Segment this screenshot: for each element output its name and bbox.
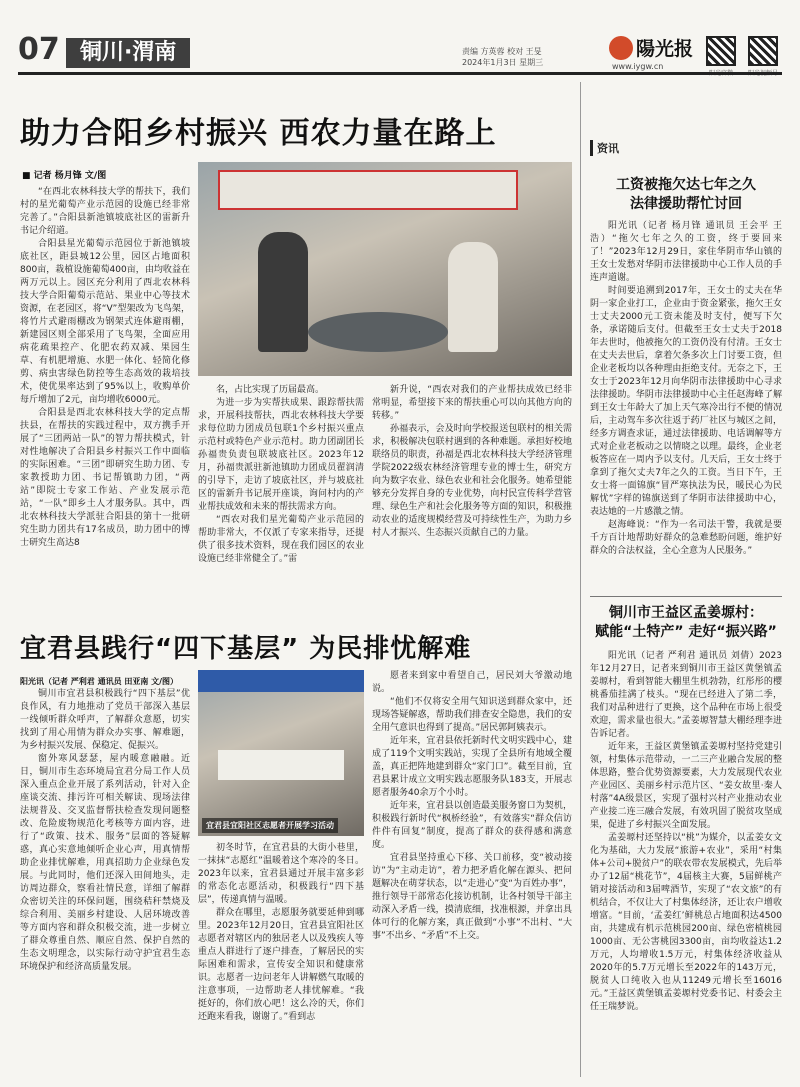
photo-person [258,232,308,352]
paragraph: 近年来，宜君县依托新时代文明实践中心，建成了119个文明实践站，实现了全县所有地域全覆盖，真正把阵地建到群众“家门口”。截至目前，宜君县累计成立文明实践志愿服务队183支，开展志愿者服务40余万个小时。 [372,736,572,798]
header-meta [462,46,602,68]
paragraph: 时间要追溯到2017年，王女士的丈夫在华阴一家企业打工，企业由于资金紧张，拖欠王女士丈夫2000元工资未能及时支付，便写下欠条，承诺随后支付。但截至王女士丈夫于2018年去世时，他被拖欠的工资仍没有付清。王女士在丈夫去世后，拿着欠条多次上门讨要工资，但企业老板均以各种理由拒绝支付。无奈之下，王女士于2023年12月向华阴市法律援助中心寻求法律援助。华阴市法律援助中心主任赵海峰了解到王女士年龄大了加上天气寒冷出行不便的情况后，主动驾车多次往返于药厂社区与城区之间，经多方调查求证，通过法律援助、电话调解等方式对企业老板动之以情晓之以理。最终，企业老板答应在一周内予以支付。几天后，王女士终于拿到了拖欠丈夫7年之久的工资。当日下午，王女士将一面锦旗“冒严寒执法为民，暖民心为民解忧”字样的锦旗送到了华阴市法律援助中心，表达她的一片感激之情。 [590,286,782,517]
photo-table [308,312,448,352]
photo-caption: 宜君县宜阳社区志愿者开展学习活动 [202,818,338,833]
header-rule [18,72,782,75]
paragraph: 名，占比实现了历届最高。 [216,385,325,395]
article2-headline: 宜君县践行“四下基层” 为民排忧解难 [20,634,472,664]
photo-sign [218,170,518,210]
newspaper-logo: 陽光报 [636,38,694,60]
paragraph: 孙福表示，会及时向学校报送包联村的相关需求，积极解决包联村遇到的各种难题。承担好校地联络员的职责，孙福是西北农林科技大学经济管理学院2022级农林经济管理专业的博士生，研究方向为数字农业、绿色农业和社会化服务。她希望能够充分发挥自身的专业优势，向村民宣传科学营管理、绿色生产和社会化服务等方面的知识，积极推动农业的适度规模经营及可持续性生产，为助力乡村人才振兴、生态振兴贡献自己的力量。 [372,424,572,538]
paragraph: 合阳县星光葡萄示范园位于新池镇坡底社区，距县城12公里，园区占地面积800亩，栽植设施葡萄400亩，由均收益在两万元以上。园区充分利用了西北农林科技大学合阳葡萄示范站、果业中心等技术资源，在老园区，将“V”型架改为飞鸟架，将竹片式避雨棚改为钢架式连体避雨棚，新建园区则全部采用了飞鸟架，全面应用病花疏果控产、化肥农药双减、果园生草、有机肥增施、水肥一体化、轻简化修剪、病虫害绿色防控等生态高效的栽培技术，使优果率达到了95%以上，收购单价每斤增加了2元，亩均增收6000元。 [20,239,190,405]
paragraph: 近年来，王益区黄堡镇孟姜塬村坚持党建引领，村集体示范带动，一二三产业融合发展的整体思路，整合优势资源要素，大力发展现代农业产业园区、美丽乡村示范片区、“姜女故里·秦人村落”4A级景区，实现了强村兴村产业推动农业产业接二连三融合发展，有效巩固了脱贫攻坚成果，促进了乡村振兴全面发展。 [590,742,782,830]
article2-photo [198,670,364,836]
article2-byline: 阳光讯（记者 严利君 通讯员 田亚南 文/图） [20,677,179,686]
sidebar-story1-title [590,176,782,214]
paragraph: 合阳县是西北农林科技大学的定点帮扶县，在帮扶的实践过程中，双方携手开展了“三团两站一队”的智力帮扶模式，针对性地解决了合阳县乡村振兴工作中面临的实际困难。“三团”即研究生助力团、专家教授助力团、书记帮镇助力团，“两站”即院士专家工作站、产业发展示范站，“一队”即乡土人才服务队。其中，西北农林科技大学派驻合阳县的第十一批研究生助力团共有17名成员，助力团中的博士研究生高达8 [20,408,190,548]
paragraph: 铜川市宜君县积极践行“四下基层”优良作风，有力地推动了党员干部深入基层一线倾听群众呼声，了解群众意愿，切实找到了用心用情为群众办实事、解难题，为乡村振兴发展、保稳定、促振兴。 [20,689,190,751]
article2-column-3 [372,670,572,1076]
sidebar-story2-body [590,650,782,1076]
sun-logo-icon [609,36,633,60]
article2-column-1 [20,676,190,1076]
photo-banner [198,670,364,692]
photo-table [218,750,344,780]
paragraph: 宜君县坚持重心下移、关口前移，变“被动接访”为“主动走访”，着力把矛盾化解在源头、把问题解决在萌芽状态，以“走进心”变“为百姓办事”，推行领导干部常态化接访机制，让各村领导干部主动深入矛盾一线，摸清底细，找准根源，并拿出具体可行的化解方案，真正做到“小事”不出村、“大事”不出乡、“矛盾”不上交。 [372,853,572,941]
paragraph: 为进一步为实帮扶成果、跟踪帮扶需求，开展科技帮扶，西北农林科技大学要求每位助力团成员包联1个乡村振兴重点示范村或特色产业示范村。助力团副团长孙福贵负责包联坡底社区。2023年12月，孙福贵派驻新池镇助力团成员翟润清的引导下，走访了坡底社区，并与坡底社区的雷新升书记展开座谈，询问村内的产业帮扶成效和未来的帮扶需求方向。 [198,398,364,512]
qr-code-icon [706,36,736,66]
paragraph: 愿者来到家中看望自己，居民刘大爷激动地说。 [372,671,572,694]
editors-line: 责编 方英蓉 校对 王旻 [462,47,542,56]
article1-headline: 助力合阳乡村振兴 西农力量在路上 [20,116,497,151]
newspaper-url[interactable]: www.iygw.cn [612,62,664,71]
paragraph: 初冬时节，在宜君县的大街小巷里，一抹抹“志愿红”温暖着这个寒冷的冬日。2023年以来，宜君县通过开展丰富多彩的常态化志愿活动，积极践行“四下基层”，传递真情与温暖。 [198,843,364,905]
title-line: 法律援助帮忙讨回 [630,196,742,212]
paragraph: “他们不仅将安全用气知识送到群众家中，还现场答疑解惑，帮助我们排查安全隐患，我们的安全用气意识也得到了提高。”居民郭阿姨表示。 [372,697,572,733]
paragraph: 近年来，宜君县以创造最美服务窗口为契机，积极践行新时代“枫桥经验”，有效落实“群众信访件件有回复”制度，提高了群众的获得感和满意度。 [372,801,572,850]
date-line: 2024年1月3日 星期三 [462,58,544,67]
title-line: 工资被拖欠达七年之久 [616,177,756,193]
paragraph: 阳光讯（记者 杨月锋 通讯员 王会平 王浩）“拖欠七年之久的工资，终于要回来了！”2023年12月29日，家住华阴市华山镇的王女士发愁对华阴市法律援助中心工作人员的手连声道谢。 [590,221,782,283]
page-number: 07 [18,32,60,67]
paragraph: 群众在哪里，志愿服务就要延伸到哪里。2023年12月20日，宜君县宜阳社区志愿者对辖区内的独居老人以及残疾人等重点人群进行了逐户排查，了解居民的实际困难和需求，宣传安全知识和健康常识。志愿者一边问老年人讲解燃气取暖的注意事项，一边帮助老人排忧解难。“我挺好的，你们放心吧！这么冷的天，你们还跑来看我，谢谢了。”看到志 [198,908,364,1022]
paragraph: 窗外寒风瑟瑟，屋内暖意融融。近日，铜川市生态环境局宜君分局工作人员深入重点企业开展了系列活动，针对入企座谈交流、排污许可相关解读、现场法律法规普及、交叉监督帮扶检查发现问题整改、危险废物规范化考核等方面内容，进行了“政策、技术、服务”层面的答疑解惑，真心实意地倾听企业心声，用真情帮助企业排忧解难，用真招助力企业绿色发展。与此同时，他们还深入田间地头，走访周边群众，察看社情民意，详细了解群众密切关注的环保问题，围绕秸秆禁烧及综合利用、美丽乡村建设、人居环境改善等方面内容和群众积极交流，进一步树立了群众尊重自然、顺应自然、保护自然的生态文明理念，以实际行动守护宜君生态环境保护和经济高质量发展。 [20,754,190,972]
paragraph: 新升说，“西农对我们的产业帮扶成效已经非常明显，希望接下来的帮扶重心可以向其他方向的转移。” [372,385,572,421]
paragraph: 阳光讯（记者 严利君 通讯员 刘倩）2023年12月27日，记者来到铜川市王益区黄堡镇孟姜塬村，看到智能大棚里生机勃勃，红彤彤的樱桃番茄挂满了枝头。“现在已经进入了第二季，我们对品种进行了更换，这个品种在市场上很受欢迎，需求量也很大。”孟姜塬智慧大棚经理李进告诉记者。 [590,651,782,739]
paragraph: “在西北农林科技大学的帮扶下，我们村的星光葡萄产业示范园的设施已经非常完善了。”合阳县新池镇坡底社区的雷新升书记介绍道。 [20,187,190,236]
paragraph: 赵海峰说：“作为一名司法干警，我就是要千方百计地帮助好群众的急难愁盼问题，维护好群众的合法权益，全心全意为人民服务。” [590,520,782,556]
title-line: 赋能“土特产” 走好“振兴路” [595,624,777,640]
article2-column-2 [198,842,364,1076]
article1-column-2 [198,384,364,608]
paragraph: “西农对我们星光葡萄产业示范园的帮助非常大，不仅派了专家来指导，还提供了很多技术资料，现在我们园区的农业设施已经非常健全了。”雷 [198,515,364,564]
sidebar-tag: 资讯 [590,140,619,156]
paragraph: 孟姜塬村还坚持以“桃”为媒介，以孟姜女文化为基础，大力发展“旅游+农业”，采用“村集体+公司+脱贫户”的联农带农发展模式，先后举办了12届“桃花节”，4届核主大赛，5届鲜桃产销对接活动和3届啤酒节，实现了“农文旅”的有机结合，不仅让大了村集体经济，还让农户增收增富。“目前，‘孟姜红’鲜桃总占地面积达4500亩，共建成有机示范桃园200亩、绿色密植桃园1000亩、无公害桃园3300亩，亩均收益达1.2万元，人均增收1.5万元，村集体经济收益从2020年的5.7万元增长至2022年的143万元，脱贫人口纯收入也从11249元增长至16016元。”王益区黄堡镇孟姜塬村党委书记、村委会主任王瑞梦说。 [590,833,782,1012]
column-divider [580,82,581,1077]
sidebar-story2-title [590,604,782,642]
sidebar-story1-body [590,220,782,588]
article1-column-1 [20,186,190,608]
qr-code-icon [748,36,778,66]
title-line: 铜川市王益区孟姜塬村： [609,605,763,621]
photo-person [448,242,498,352]
section-title: 铜川·渭南 [66,38,190,68]
article1-byline: ■ 记者 杨月锋 文/图 [22,171,107,181]
sidebar-separator [590,596,782,597]
article1-photo [198,162,572,376]
article1-column-3 [372,384,572,608]
